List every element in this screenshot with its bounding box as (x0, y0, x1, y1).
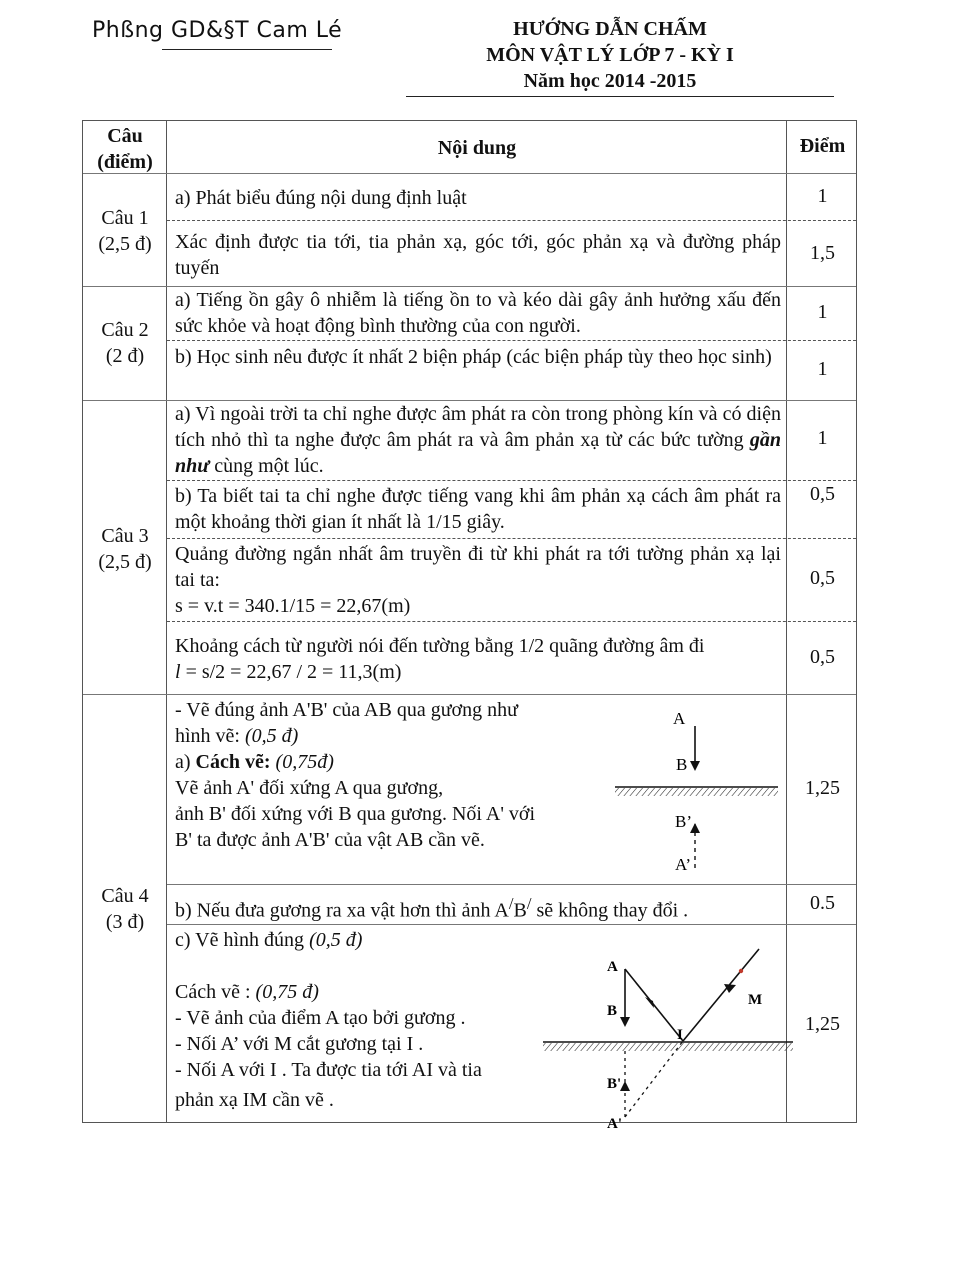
q1-part-a: a) Phát biểu đúng nội dung định luật (175, 187, 467, 209)
q4-b-text: b) Nếu đưa gương ra xa vật hơn thì ảnh A (175, 899, 509, 922)
q4-part-c-points: 1,25 (805, 1013, 840, 1035)
q2-part-b-points: 1 (817, 358, 828, 380)
q3-a-emphasis: gần như (175, 429, 781, 477)
q2-label (83, 317, 167, 369)
q3-part-d (175, 633, 781, 685)
q3-c-text: Quảng đường ngắn nhất âm truyền đi từ khi phát ra tới tường phản xạ lại tai ta: (175, 543, 781, 591)
row-divider (167, 340, 856, 341)
q4-part-a (175, 697, 615, 853)
fig2-mirror-hatch (543, 1043, 793, 1051)
q4-a-line3-bold: Cách vẽ: (195, 751, 271, 773)
q4-c-line1-text: c) Vẽ hình đúng (175, 929, 310, 951)
q4-c-line2-points: (0,75 đ) (255, 981, 319, 1003)
q3-part-a-points: 1 (817, 427, 828, 449)
row-divider (83, 694, 856, 695)
q3-d-var-l: l (175, 661, 181, 683)
q3-part-c-points: 0,5 (810, 567, 835, 589)
q4-c-line1 (175, 927, 555, 953)
q4-a-line1: - Vẽ đúng ảnh A'B' của AB qua gương như (175, 699, 518, 721)
q4-c-line2 (175, 979, 555, 1005)
doc-title: HƯỚNG DẪN CHẤM (513, 18, 707, 40)
q4-a-line4: Vẽ ảnh A' đối xứng A qua gương, (175, 777, 444, 799)
school-underline (162, 49, 332, 50)
q3-title: Câu 3 (101, 525, 149, 547)
q4-c-spacer (175, 953, 555, 979)
q4-c-line1-points: (0,5 đ) (309, 929, 363, 951)
q4-c-step2: - Nối A’ với M cắt gương tại I . (175, 1033, 424, 1055)
doc-year: Năm học 2014 -2015 (523, 70, 697, 92)
q4-a-line3-prefix: a) (175, 751, 196, 773)
q4-a-line3 (175, 749, 615, 775)
school-name: Phßng GD&§T Cam Lé (92, 18, 343, 43)
fig1-label-a-image: A’ (675, 855, 692, 874)
q4-part-b (175, 891, 781, 924)
mirror-image-diagram-1 (603, 706, 783, 881)
q1-label (83, 205, 167, 257)
q1-title: Câu 1 (101, 207, 149, 229)
header-points: Điểm (799, 135, 846, 157)
fig2-arrow-b (620, 1017, 630, 1027)
fig2-label-a: A (607, 959, 618, 975)
row-divider (167, 220, 856, 221)
fig2-label-m: M (748, 992, 763, 1008)
fig1-label-a: A (673, 709, 686, 728)
fig2-incident-ray (625, 969, 683, 1041)
doc-subject: MÔN VẬT LÝ LỚP 7 - KỲ I (486, 44, 734, 66)
fig1-arrow-b (690, 761, 700, 771)
q3-part-b-points: 0,5 (810, 483, 835, 505)
row-divider (167, 538, 856, 539)
fig1-label-b-image: B’ (675, 812, 692, 831)
q3-part-d-points: 0,5 (810, 646, 835, 668)
q4-a-line3-points: (0,75đ) (270, 751, 334, 773)
fig2-extension-line (625, 1041, 683, 1117)
q1-part-b: Xác định được tia tới, tia phản xạ, góc tới, góc phản xạ và đường pháp tuyến (175, 231, 781, 279)
header-underline (406, 96, 834, 97)
q4-b-prime2: / (526, 894, 532, 913)
q4-b-prime1: / (508, 894, 514, 913)
q4-b-text-mid: B (513, 899, 527, 922)
header-content: Nội dung (437, 137, 517, 159)
q3-d-text: Khoảng cách từ người nói đến tường bằng 1/2 quãng đường âm đi (175, 635, 705, 657)
row-divider (83, 173, 856, 174)
header-cau-line2: (điểm) (97, 151, 153, 173)
q3-d-formula-rest: = s/2 = 22,67 / 2 = 11,3(m) (180, 661, 402, 683)
row-divider (167, 621, 856, 622)
grading-table (82, 120, 857, 1132)
q4-c-step3-end: phản xạ IM cần vẽ . (175, 1089, 334, 1111)
reflection-ray-diagram (543, 931, 773, 1132)
row-divider (167, 924, 856, 925)
fig2-label-i: I (677, 1027, 683, 1043)
fig2-label-b: B (607, 1003, 618, 1019)
q3-a-text-end: cùng một lúc. (209, 455, 324, 477)
q3-part-b: b) Ta biết tai ta chỉ nghe được tiếng vang khi âm phản xạ cách âm phát ra một khoảng thời gian ít nhất là 1/15 giây. (175, 485, 781, 533)
q4-part-c (175, 927, 555, 1113)
q4-a-line6: B' ta được ảnh A'B' của vật AB cần vẽ. (175, 829, 485, 851)
row-divider (167, 480, 856, 481)
q3-label (83, 523, 167, 575)
fig2-label-b-image: B' (607, 1076, 622, 1092)
q3-d-formula (175, 659, 781, 685)
q3-c-formula: s = v.t = 340.1/15 = 22,67(m) (175, 595, 411, 617)
q1-part-a-points: 1 (817, 185, 828, 207)
header-cau (83, 123, 167, 175)
q4-part-b-points: 0.5 (810, 892, 835, 914)
q1-score: (2,5 đ) (98, 233, 152, 255)
q1-part-b-points: 1,5 (810, 242, 835, 264)
header-cau-line1: Câu (107, 125, 143, 147)
q4-c-step3: - Nối A với I . Ta được tia tới AI và tia (175, 1059, 482, 1081)
q3-a-text: a) Vì ngoài trời ta chỉ nghe được âm phát ra còn trong phòng kín và có diện tích nhỏ thì ta nghe được âm phát ra và âm phản xạ từ các bức tường (175, 403, 781, 451)
q4-a-line2 (175, 723, 615, 749)
q4-label (83, 883, 167, 935)
q3-score: (2,5 đ) (98, 551, 152, 573)
fig1-label-b: B (676, 755, 688, 774)
fig2-point-m (739, 969, 743, 973)
row-divider (167, 884, 856, 885)
q2-part-a: a) Tiếng ồn gây ô nhiễm là tiếng ồn to và kéo dài gây ảnh hưởng xấu đến sức khỏe và hoạt động bình thường của con người. (175, 289, 781, 337)
q2-part-b: b) Học sinh nêu được ít nhất 2 biện pháp (các biện pháp tùy theo học sinh) (175, 346, 772, 368)
fig1-mirror-hatch (615, 788, 778, 796)
q4-a-line5: ảnh B' đối xứng với B qua gương. Nối A' với (175, 803, 536, 825)
q4-c-line2-text: Cách vẽ : (175, 981, 256, 1003)
document-header (420, 16, 800, 94)
q3-part-c (175, 541, 781, 619)
q4-a-line2-text: hình vẽ: (175, 725, 245, 747)
q4-title: Câu 4 (101, 885, 149, 907)
q4-part-a-points: 1,25 (805, 777, 840, 799)
q4-c-step1: - Vẽ ảnh của điểm A tạo bởi gương . (175, 1007, 466, 1029)
q4-a-line2-points: (0,5 đ) (245, 725, 299, 747)
q2-part-a-points: 1 (817, 301, 828, 323)
fig2-label-a-image: A' (607, 1116, 622, 1132)
q3-part-a (175, 401, 781, 479)
q4-b-text-end: sẽ không thay đổi . (531, 899, 689, 922)
q4-score: (3 đ) (105, 911, 145, 933)
q2-title: Câu 2 (101, 319, 149, 341)
fig2-arrow-b-image (620, 1081, 630, 1091)
q2-score: (2 đ) (105, 345, 145, 367)
